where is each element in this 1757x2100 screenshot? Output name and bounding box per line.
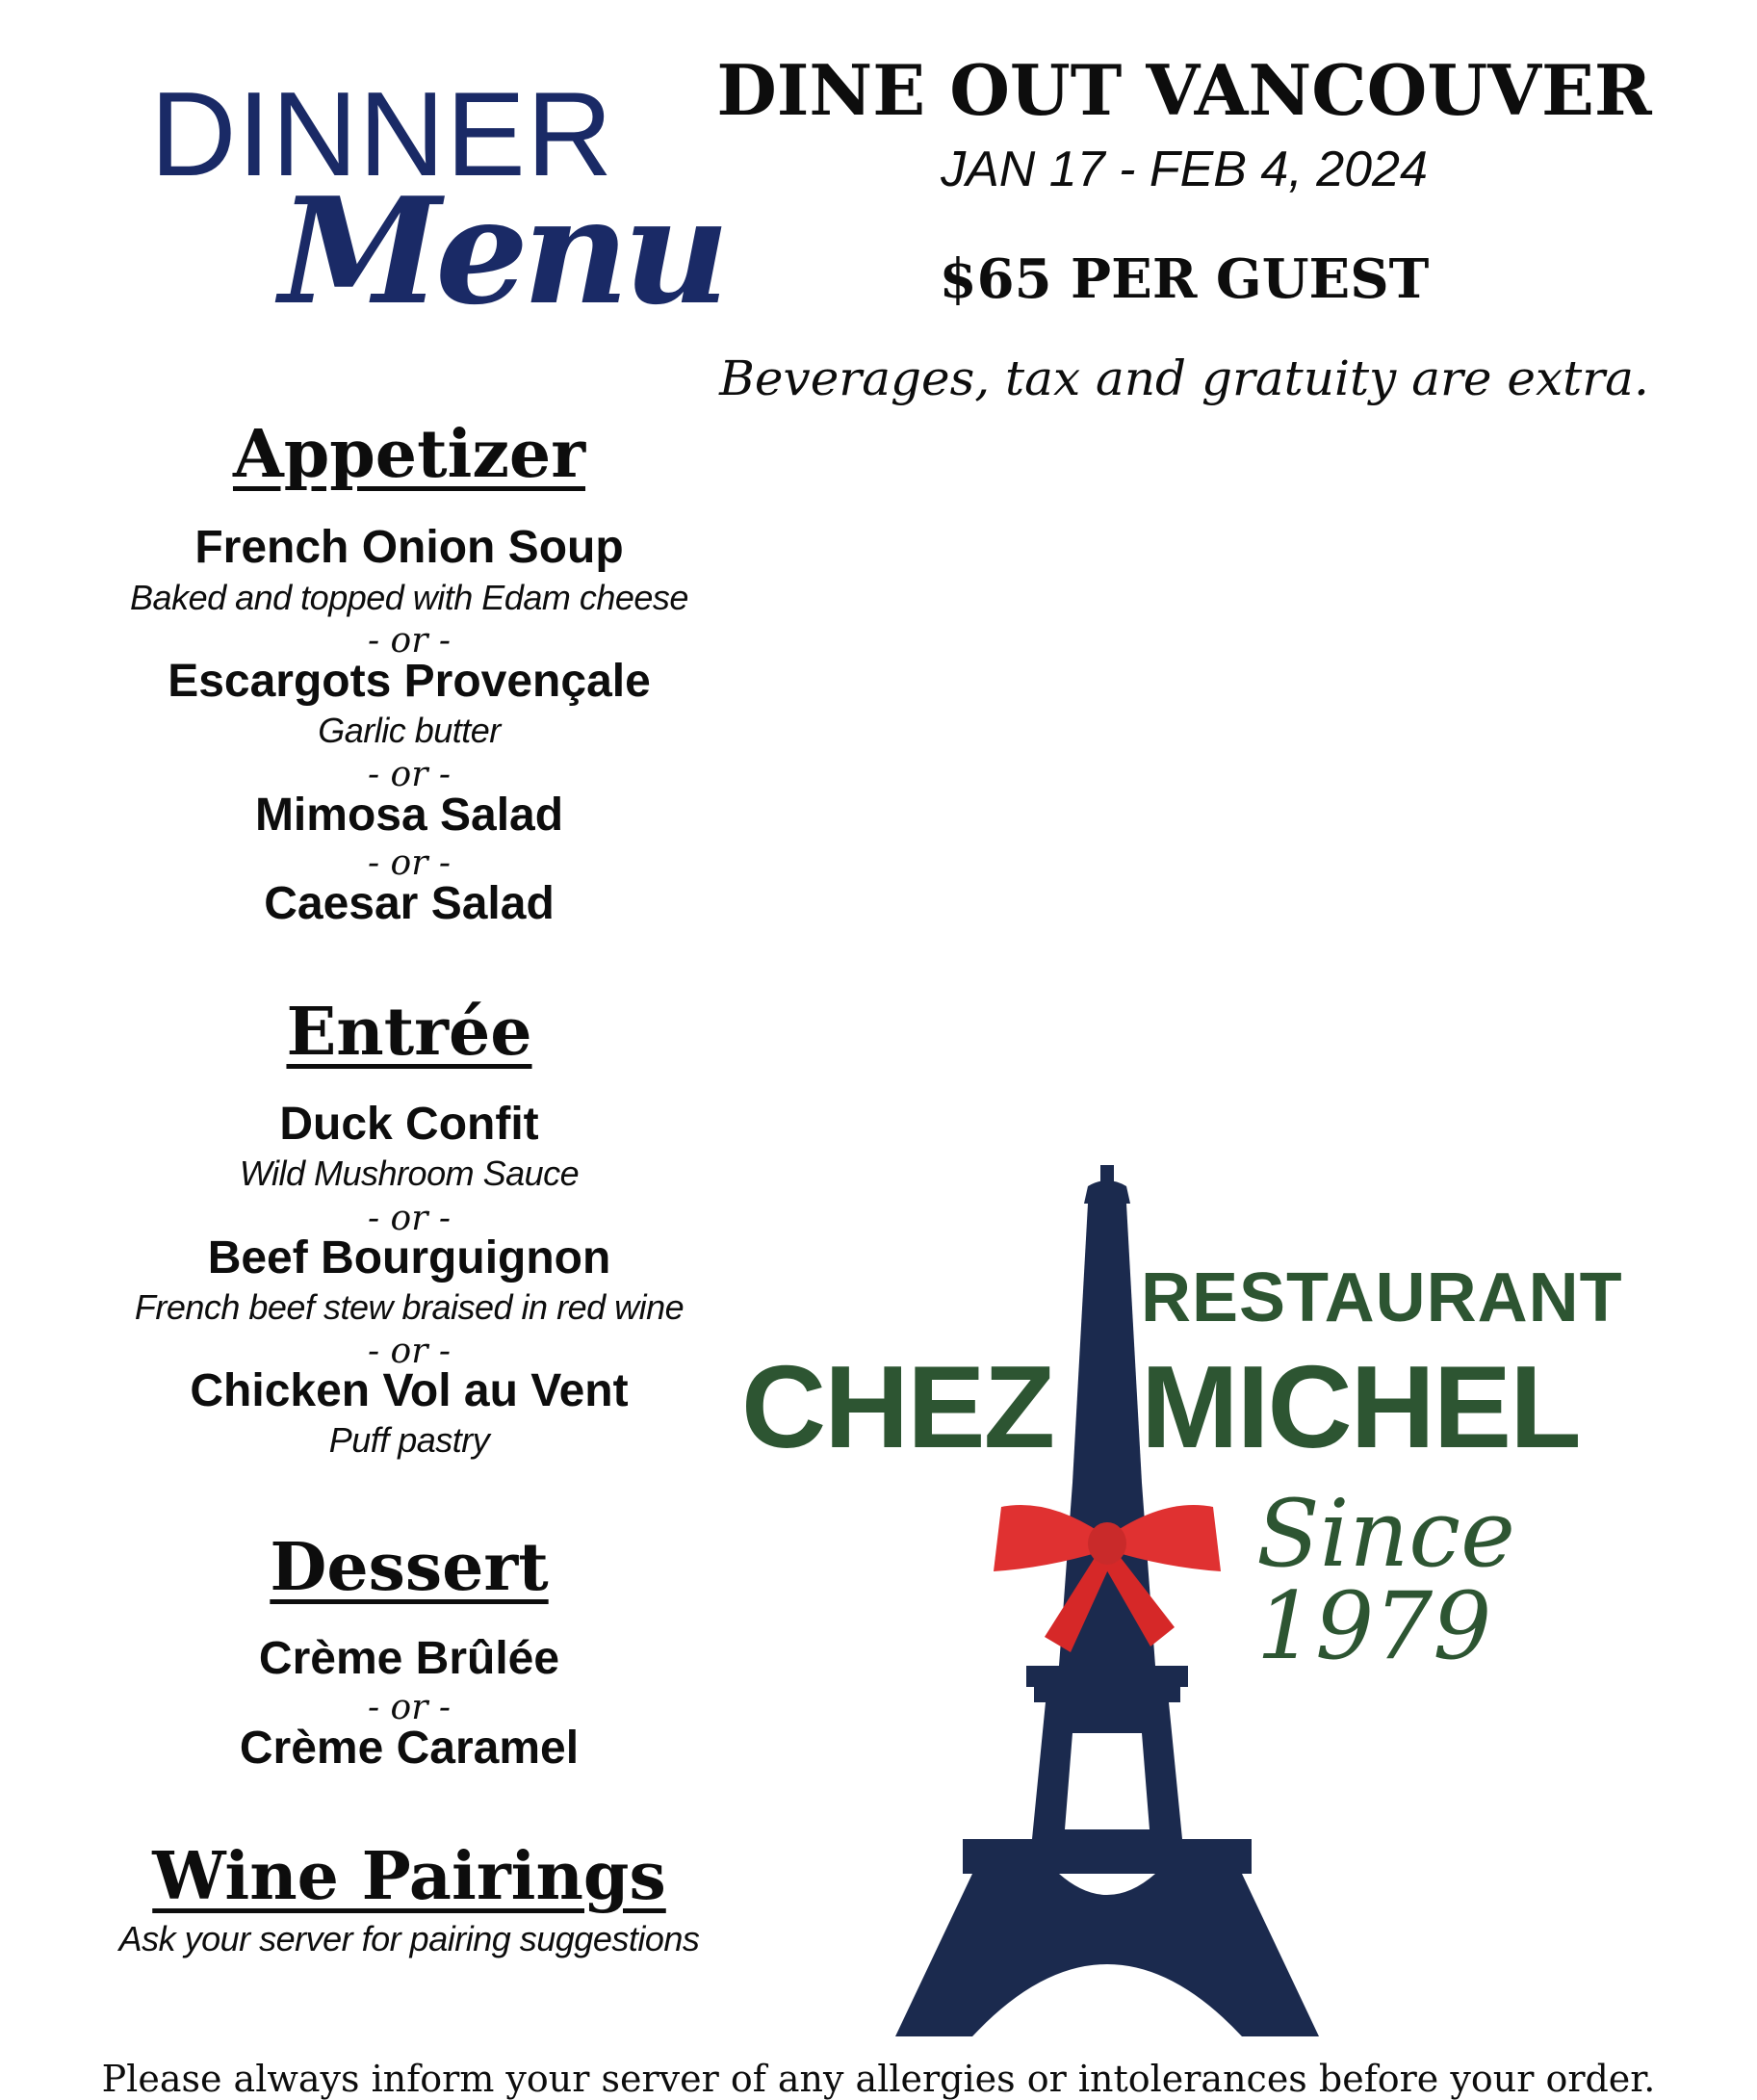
dessert-heading: Dessert xyxy=(270,1529,549,1606)
dish-description: Baked and topped with Edam cheese xyxy=(130,578,688,617)
price-per-guest: $65 PER GUEST xyxy=(939,247,1430,311)
or-separator: - or - xyxy=(367,1688,452,1727)
dish-name: Chicken Vol au Vent xyxy=(190,1365,629,1416)
dish-name: French Onion Soup xyxy=(194,522,624,573)
or-separator: - or - xyxy=(367,843,452,883)
or-separator: - or - xyxy=(367,1199,452,1238)
logo-since-text: Since 1979 xyxy=(1256,1480,1515,1680)
dish-description: Garlic butter xyxy=(318,711,501,750)
logo-michel-text: MICHEL xyxy=(1141,1341,1580,1472)
dish-description: Puff pastry xyxy=(328,1420,490,1460)
entree-heading: Entrée xyxy=(286,994,532,1071)
logo-chez-text: CHEZ xyxy=(741,1341,1054,1472)
or-separator: - or - xyxy=(367,755,452,794)
dish-description: Wild Mushroom Sauce xyxy=(239,1154,580,1193)
dish-name: Beef Bourguignon xyxy=(207,1232,611,1283)
wine-heading: Wine Pairings xyxy=(152,1838,666,1915)
dish-name: Crème Caramel xyxy=(239,1723,580,1774)
dish-name: Escargots Provençale xyxy=(168,656,651,707)
event-dates: JAN 17 - FEB 4, 2024 xyxy=(941,142,1428,197)
dinner-title: DINNER xyxy=(150,68,614,201)
dish-name: Crème Brûlée xyxy=(258,1633,560,1684)
appetizer-heading: Appetizer xyxy=(232,416,586,493)
wine-description: Ask your server for pairing suggestions xyxy=(118,1919,700,1958)
event-title: DINE OUT VANCOUVER xyxy=(716,49,1652,131)
menu-script-title: Menu xyxy=(279,165,724,337)
dish-description: French beef stew braised in red wine xyxy=(134,1287,685,1327)
dish-name: Caesar Salad xyxy=(264,878,555,929)
logo-restaurant-text: RESTAURANT xyxy=(1141,1259,1623,1336)
dish-name: Mimosa Salad xyxy=(254,790,564,841)
or-separator: - or - xyxy=(367,1332,452,1371)
or-separator: - or - xyxy=(367,621,452,661)
dish-name: Duck Confit xyxy=(279,1099,539,1150)
allergy-note: Please always inform your server of any allergies or intolerances before your order. xyxy=(101,2058,1656,2100)
extras-note: Beverages, tax and gratuity are extra. xyxy=(719,350,1649,406)
